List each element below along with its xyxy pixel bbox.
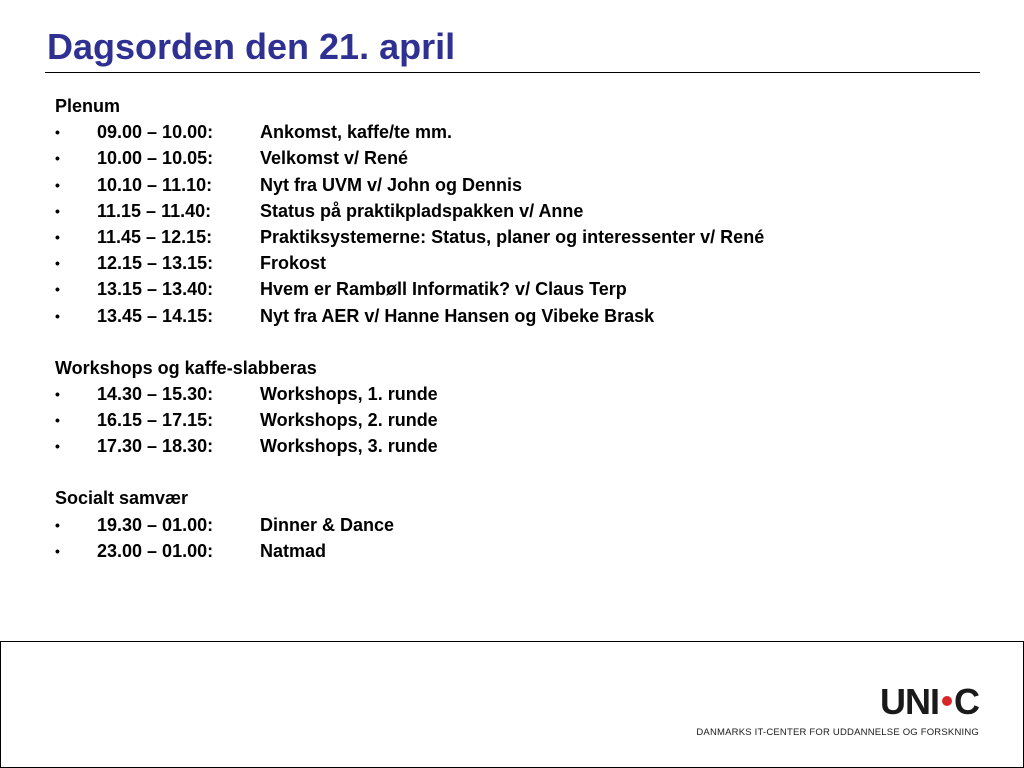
agenda-item (55, 276, 955, 302)
item-description: Workshops, 1. runde (260, 383, 438, 404)
item-time: 16.15 – 17.15: (97, 410, 214, 431)
bullet: • (55, 307, 60, 324)
item-time: 14.30 – 15.30: (97, 383, 214, 404)
bullet: • (55, 228, 60, 245)
agenda-item (55, 303, 955, 329)
agenda-item (55, 407, 955, 433)
item-description: Frokost (260, 253, 327, 274)
agenda-item (55, 224, 955, 250)
item-description: Dinner & Dance (260, 514, 395, 535)
bullet: • (55, 124, 60, 141)
item-description: Workshops, 3. runde (260, 436, 438, 457)
section-workshops (55, 355, 955, 460)
item-description: Hvem er Rambøll Informatik? v/ Claus Terp (260, 279, 627, 300)
bullet: • (55, 385, 60, 402)
bullet: • (55, 255, 60, 272)
bullet: • (55, 281, 60, 298)
item-time: 11.45 – 12.15: (97, 226, 213, 247)
agenda-item (55, 538, 955, 564)
logo-dot-icon (942, 696, 952, 706)
section-social (55, 485, 955, 564)
agenda-item (55, 119, 955, 145)
item-time: 09.00 – 10.00: (97, 122, 214, 143)
bullet: • (55, 412, 60, 429)
bullet: • (55, 542, 60, 559)
item-time: 13.45 – 14.15: (97, 305, 214, 326)
item-description: Nyt fra AER v/ Hanne Hansen og Vibeke Brask (260, 305, 655, 326)
uni-c-logo (696, 681, 979, 738)
section-heading: Plenum (55, 96, 121, 116)
agenda-item (55, 381, 955, 407)
bullet: • (55, 202, 60, 219)
item-description: Status på praktikpladspakken v/ Anne (260, 200, 584, 221)
agenda-item (55, 198, 955, 224)
footer-band (0, 641, 1024, 768)
item-time: 11.15 – 11.40: (97, 200, 212, 221)
item-time: 10.10 – 11.10: (97, 174, 213, 195)
logo-text-right: C (954, 681, 979, 722)
item-description: Nyt fra UVM v/ John og Dennis (260, 174, 523, 195)
item-description: Velkomst v/ René (260, 148, 409, 169)
bullet: • (55, 438, 60, 455)
agenda-item (55, 250, 955, 276)
section-heading: Socialt samvær (55, 488, 189, 509)
item-time: 12.15 – 13.15: (97, 253, 214, 274)
item-description: Natmad (260, 540, 327, 561)
item-description: Praktiksystemerne: Status, planer og interessenter v/ René (260, 226, 765, 247)
item-description: Ankomst, kaffe/te mm. (260, 122, 453, 143)
item-time: 23.00 – 01.00: (97, 540, 214, 561)
agenda (55, 93, 955, 590)
agenda-item (55, 145, 955, 171)
item-time: 13.15 – 13.40: (97, 279, 214, 300)
logo-wordmark (696, 681, 979, 722)
item-time: 10.00 – 10.05: (97, 148, 214, 169)
item-time: 19.30 – 01.00: (97, 514, 214, 535)
bullet: • (55, 516, 60, 533)
item-description: Workshops, 2. runde (260, 410, 438, 431)
agenda-item (55, 512, 955, 538)
agenda-item (55, 433, 955, 459)
item-time: 17.30 – 18.30: (97, 436, 214, 457)
logo-text-left: UNI (880, 681, 939, 722)
title-divider (45, 72, 980, 73)
section-plenum (55, 93, 955, 329)
agenda-item (55, 172, 955, 198)
section-heading: Workshops og kaffe-slabberas (55, 357, 317, 378)
bullet: • (55, 150, 60, 167)
bullet: • (55, 176, 60, 193)
slide-title: Dagsorden den 21. april (47, 26, 456, 67)
logo-tagline: DANMARKS IT-CENTER FOR UDDANNELSE OG FORSKNING (696, 727, 979, 738)
